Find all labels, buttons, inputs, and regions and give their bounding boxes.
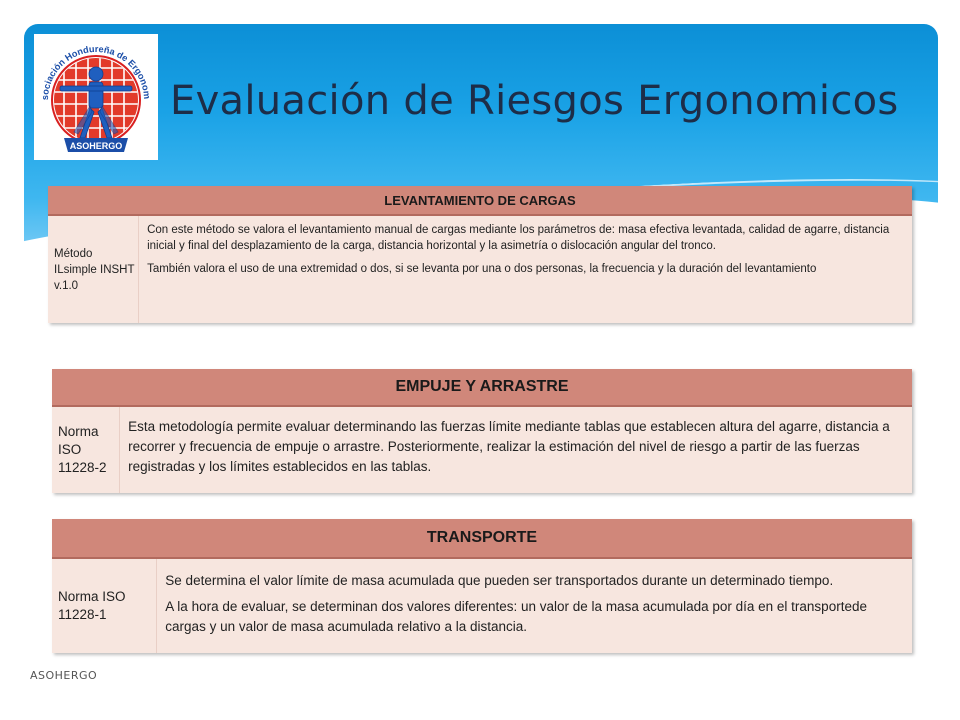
logo-emblem	[34, 34, 158, 160]
table-row	[48, 216, 912, 323]
table-levantamiento-cargas	[48, 186, 912, 323]
table-header: TRANSPORTE	[52, 519, 912, 559]
page-title: Evaluación de Riesgos Ergonomicos	[170, 78, 899, 124]
asohergo-logo	[34, 34, 158, 160]
description-cell	[157, 559, 912, 653]
description-paragraph: También valora el uso de una extremidad o dos, si se levanta por una o dos personas, la frecuencia y la duración del levantamiento	[147, 263, 817, 275]
description-paragraph: Se determina el valor límite de masa acumulada que pueden ser transportados durante un determinado tiempo.	[165, 573, 834, 588]
table-row	[52, 559, 912, 653]
table-row	[52, 407, 912, 493]
table-header: LEVANTAMIENTO DE CARGAS	[48, 186, 912, 216]
description-paragraph: Con este método se valora el levantamiento manual de cargas mediante los parámetros de: masa efectiva levantada, calidad de agarre, distancia inicial y final del desplazamiento de la carga, distancia horizontal y la asimetría o dislocación angular del tronco.	[147, 224, 890, 252]
method-cell: Método ILsimple INSHT v.1.0	[48, 216, 139, 323]
table-transporte	[52, 519, 912, 653]
logo-arc-text: sociación Hondureña de Ergonom	[39, 43, 153, 101]
description-cell	[139, 216, 912, 323]
method-cell: Norma ISO 11228-2	[52, 407, 120, 493]
description-paragraph: Esta metodología permite evaluar determinando las fuerzas límite mediante tablas que establecen altura del agarre, distancia a recorrer y frecuencia de empuje o arrastre. Posteriormente, realizar la estimación del nivel de riesgo a partir de las fuerzas registradas y los límites establecidos en las tablas.	[128, 419, 890, 474]
footer-text: ASOHERGO	[30, 669, 98, 682]
description-cell	[120, 407, 912, 493]
description-paragraph: A la hora de evaluar, se determinan dos valores diferentes: un valor de la masa acumulada por día en el transportede cargas y un valor de masa acumulada relativo a la distancia.	[165, 599, 867, 634]
table-empuje-arrastre	[52, 369, 912, 493]
method-cell: Norma ISO 11228-1	[52, 559, 157, 653]
table-header: EMPUJE Y ARRASTRE	[52, 369, 912, 407]
logo-ribbon-text: ASOHERGO	[69, 141, 123, 151]
